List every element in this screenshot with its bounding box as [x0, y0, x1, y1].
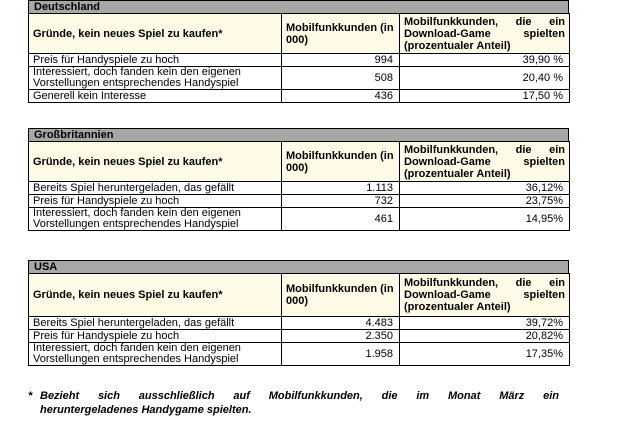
cell-share: 36,12% — [400, 182, 570, 195]
cell-reason: Bereits Spiel heruntergeladen, das gefällt — [29, 182, 282, 195]
cell-reason: Bereits Spiel heruntergeladen, das gefällt — [29, 317, 282, 330]
column-header-reason: Gründe, kein neues Spiel zu kaufen* — [29, 142, 282, 182]
cell-reason: Preis für Handyspiele zu hoch — [29, 195, 282, 208]
cell-reason: Interessiert, doch fanden kein den eigenen Vorstellungen entsprechendes Handyspiel — [29, 67, 282, 90]
cell-customers: 2.350 — [282, 330, 400, 343]
cell-share: 20,82% — [400, 330, 570, 343]
country-heading: USA — [28, 260, 569, 273]
data-table — [28, 273, 570, 366]
table-row — [29, 208, 570, 231]
country-heading: Deutschland — [28, 0, 569, 13]
cell-share: 17,50 % — [400, 90, 570, 103]
table-row — [29, 195, 570, 208]
table-row — [29, 54, 570, 67]
cell-customers: 732 — [282, 195, 400, 208]
cell-customers: 1.113 — [282, 182, 400, 195]
column-header-reason: Gründe, kein neues Spiel zu kaufen* — [29, 274, 282, 317]
cell-share: 23,75% — [400, 195, 570, 208]
cell-share: 39,72% — [400, 317, 570, 330]
cell-customers: 4.483 — [282, 317, 400, 330]
table-row — [29, 343, 570, 366]
data-table — [28, 13, 570, 103]
table-row — [29, 182, 570, 195]
cell-share: 20,40 % — [400, 67, 570, 90]
cell-customers: 436 — [282, 90, 400, 103]
footnote-asterisk: * — [28, 390, 33, 402]
footnote-line-2: heruntergeladenes Handygame spielten. — [40, 404, 252, 416]
cell-share: 17,35% — [400, 343, 570, 366]
table-block-deutschland — [28, 0, 569, 103]
column-header-customers: Mobilfunkkunden (in 000) — [282, 274, 400, 317]
cell-share: 39,90 % — [400, 54, 570, 67]
cell-reason: Preis für Handyspiele zu hoch — [29, 54, 282, 67]
data-table — [28, 141, 570, 231]
table-block-grossbritannien — [28, 128, 569, 231]
footnote-line-1: Bezieht sich ausschließlich auf Mobilfunkkunden, die im Monat März ein — [40, 390, 559, 402]
cell-customers: 508 — [282, 67, 400, 90]
cell-reason: Interessiert, doch fanden kein den eigenen Vorstellungen entsprechendes Handyspiel — [29, 208, 282, 231]
table-row — [29, 67, 570, 90]
table-row — [29, 317, 570, 330]
column-header-reason: Gründe, kein neues Spiel zu kaufen* — [29, 14, 282, 54]
table-row — [29, 90, 570, 103]
column-header-share: Mobilfunkkunden, die ein Download-Game spielten (prozentualer Anteil) — [400, 274, 570, 317]
column-header-share: Mobilfunkkunden, die ein Download-Game spielten (prozentualer Anteil) — [400, 14, 570, 54]
column-header-customers: Mobilfunkkunden (in 000) — [282, 142, 400, 182]
column-header-share: Mobilfunkkunden, die ein Download-Game spielten (prozentualer Anteil) — [400, 142, 570, 182]
cell-share: 14,95% — [400, 208, 570, 231]
cell-reason: Generell kein Interesse — [29, 90, 282, 103]
column-header-customers: Mobilfunkkunden (in 000) — [282, 14, 400, 54]
cell-customers: 461 — [282, 208, 400, 231]
table-row — [29, 330, 570, 343]
cell-reason: Interessiert, doch fanden kein den eigenen Vorstellungen entsprechendes Handyspiel — [29, 343, 282, 366]
table-block-usa — [28, 260, 569, 366]
cell-customers: 994 — [282, 54, 400, 67]
cell-customers: 1.958 — [282, 343, 400, 366]
country-heading: Großbritannien — [28, 128, 569, 141]
cell-reason: Preis für Handyspiele zu hoch — [29, 330, 282, 343]
